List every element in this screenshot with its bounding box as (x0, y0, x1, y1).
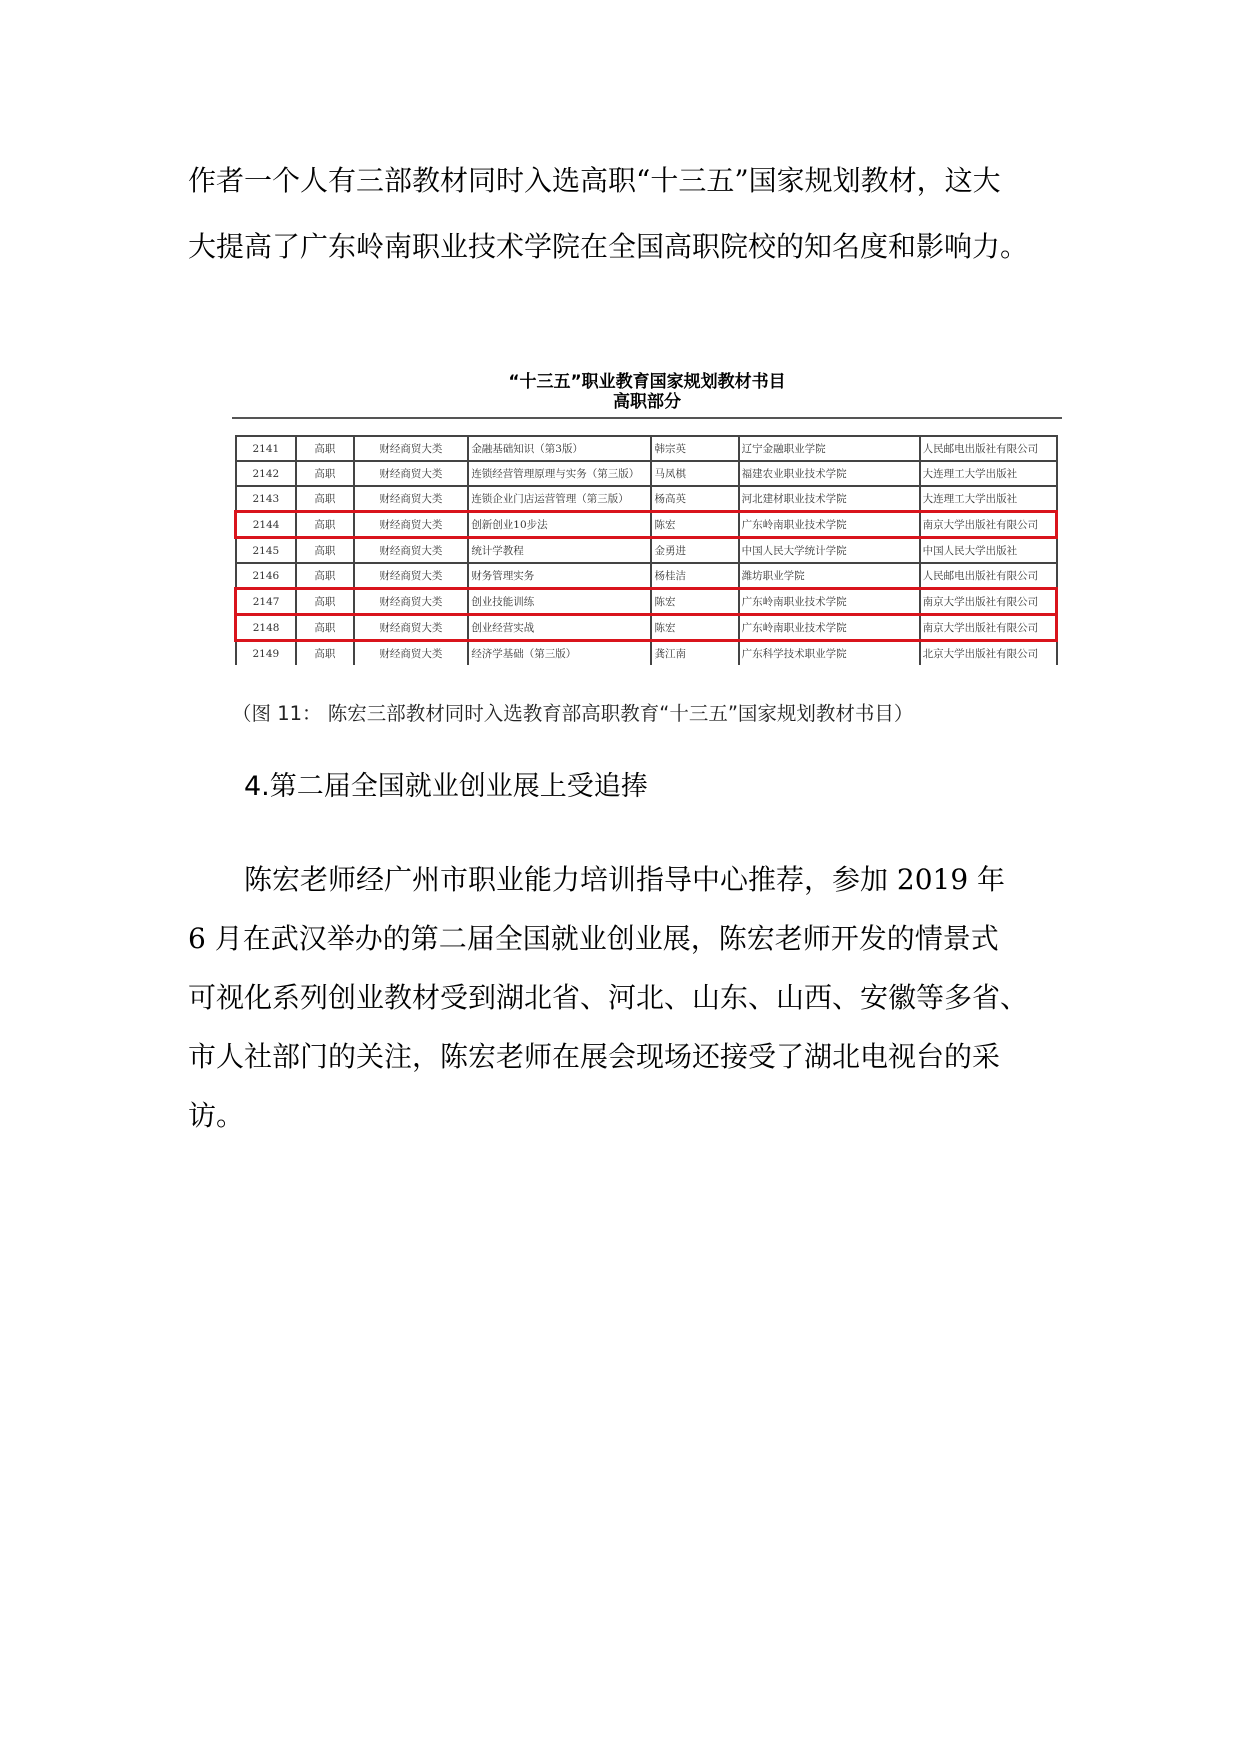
cell-book-title: 创新创业10步法 (468, 512, 651, 538)
cell-author: 杨高英 (651, 486, 738, 512)
cell-book-title: 统计学教程 (468, 538, 651, 564)
cell-number: 2143 (236, 486, 297, 512)
cell-school: 福建农业职业技术学院 (739, 461, 920, 486)
table-row (236, 563, 1057, 589)
section-heading: 4.第二届全国就业创业展上受追捧 (244, 771, 648, 802)
figure-subtitle: 高职部分 (613, 392, 681, 412)
table-row (236, 641, 1057, 666)
cell-book-title: 财务管理实务 (468, 563, 651, 589)
textbook-list-figure (232, 372, 1062, 665)
cell-level: 高职 (296, 486, 353, 512)
cell-category: 财经商贸大类 (354, 436, 469, 461)
cell-book-title: 创业经营实战 (468, 615, 651, 641)
cell-author: 金勇进 (651, 538, 738, 564)
cell-category: 财经商贸大类 (354, 641, 469, 666)
cell-level: 高职 (296, 461, 353, 486)
body-paragraph (188, 850, 1068, 1145)
intro-paragraph (188, 148, 1068, 280)
cell-school: 辽宁金融职业学院 (739, 436, 920, 461)
cell-publisher: 人民邮电出版社有限公司 (920, 563, 1057, 589)
cell-author: 陈宏 (651, 615, 738, 641)
body-line: 可视化系列创业教材受到湖北省、河北、山东、山西、安徽等多省、 (188, 981, 1029, 1014)
cell-publisher: 南京大学出版社有限公司 (920, 512, 1057, 538)
cell-publisher: 南京大学出版社有限公司 (920, 589, 1057, 615)
cell-category: 财经商贸大类 (354, 589, 469, 615)
figure-title: “十三五”职业教育国家规划教材书目 (508, 372, 786, 392)
cell-author: 马凤棋 (651, 461, 738, 486)
cell-publisher: 人民邮电出版社有限公司 (920, 436, 1057, 461)
cell-number: 2148 (236, 615, 297, 641)
cell-school: 广东岭南职业技术学院 (739, 589, 920, 615)
cell-category: 财经商贸大类 (354, 563, 469, 589)
cell-number: 2147 (236, 589, 297, 615)
cell-number: 2141 (236, 436, 297, 461)
body-line: 市人社部门的关注，陈宏老师在展会现场还接受了湖北电视台的采 (188, 1040, 1001, 1073)
cell-category: 财经商贸大类 (354, 486, 469, 512)
table-row-highlighted (236, 615, 1057, 641)
table-row-highlighted (236, 512, 1057, 538)
cell-number: 2144 (236, 512, 297, 538)
cell-publisher: 南京大学出版社有限公司 (920, 615, 1057, 641)
cell-author: 龚江南 (651, 641, 738, 666)
intro-line: 作者一个人有三部教材同时入选高职“十三五”国家规划教材，这大 (188, 164, 1001, 197)
cell-author: 陈宏 (651, 589, 738, 615)
cell-book-title: 经济学基础（第三版） (468, 641, 651, 666)
cell-category: 财经商贸大类 (354, 512, 469, 538)
body-line: 陈宏老师经广州市职业能力培训指导中心推荐，参加 2019 年 (244, 863, 1006, 896)
cell-book-title: 连锁经营管理原理与实务（第三版） (468, 461, 651, 486)
cell-level: 高职 (296, 436, 353, 461)
cell-number: 2145 (236, 538, 297, 564)
cell-category: 财经商贸大类 (354, 538, 469, 564)
cell-number: 2142 (236, 461, 297, 486)
cell-level: 高职 (296, 538, 353, 564)
cell-level: 高职 (296, 512, 353, 538)
cell-school: 潍坊职业学院 (739, 563, 920, 589)
cell-school: 中国人民大学统计学院 (739, 538, 920, 564)
cell-author: 杨桂洁 (651, 563, 738, 589)
textbook-table (234, 435, 1058, 665)
table-row-highlighted (236, 589, 1057, 615)
cell-school: 河北建材职业技术学院 (739, 486, 920, 512)
cell-school: 广东岭南职业技术学院 (739, 512, 920, 538)
figure-divider (232, 417, 1062, 419)
cell-number: 2149 (236, 641, 297, 666)
cell-level: 高职 (296, 615, 353, 641)
intro-line: 大提高了广东岭南职业技术学院在全国高职院校的知名度和影响力。 (188, 230, 1029, 263)
cell-school: 广东岭南职业技术学院 (739, 615, 920, 641)
cell-category: 财经商贸大类 (354, 461, 469, 486)
cell-level: 高职 (296, 563, 353, 589)
body-line: 访。 (188, 1099, 245, 1132)
cell-author: 韩宗英 (651, 436, 738, 461)
cell-school: 广东科学技术职业学院 (739, 641, 920, 666)
cell-publisher: 大连理工大学出版社 (920, 486, 1057, 512)
cell-level: 高职 (296, 641, 353, 666)
body-line: 6 月在武汉举办的第二届全国就业创业展，陈宏老师开发的情景式 (188, 922, 999, 955)
figure-caption: （图 11： 陈宏三部教材同时入选教育部高职教育“十三五”国家规划教材书目） (232, 702, 914, 725)
cell-book-title: 连锁企业门店运营管理（第三版） (468, 486, 651, 512)
table-row (236, 538, 1057, 564)
table-row (236, 461, 1057, 486)
cell-author: 陈宏 (651, 512, 738, 538)
cell-publisher: 中国人民大学出版社 (920, 538, 1057, 564)
cell-level: 高职 (296, 589, 353, 615)
cell-publisher: 大连理工大学出版社 (920, 461, 1057, 486)
cell-category: 财经商贸大类 (354, 615, 469, 641)
table-row (236, 436, 1057, 461)
table-row (236, 486, 1057, 512)
cell-book-title: 创业技能训练 (468, 589, 651, 615)
cell-number: 2146 (236, 563, 297, 589)
cell-book-title: 金融基础知识（第3版） (468, 436, 651, 461)
cell-publisher: 北京大学出版社有限公司 (920, 641, 1057, 666)
